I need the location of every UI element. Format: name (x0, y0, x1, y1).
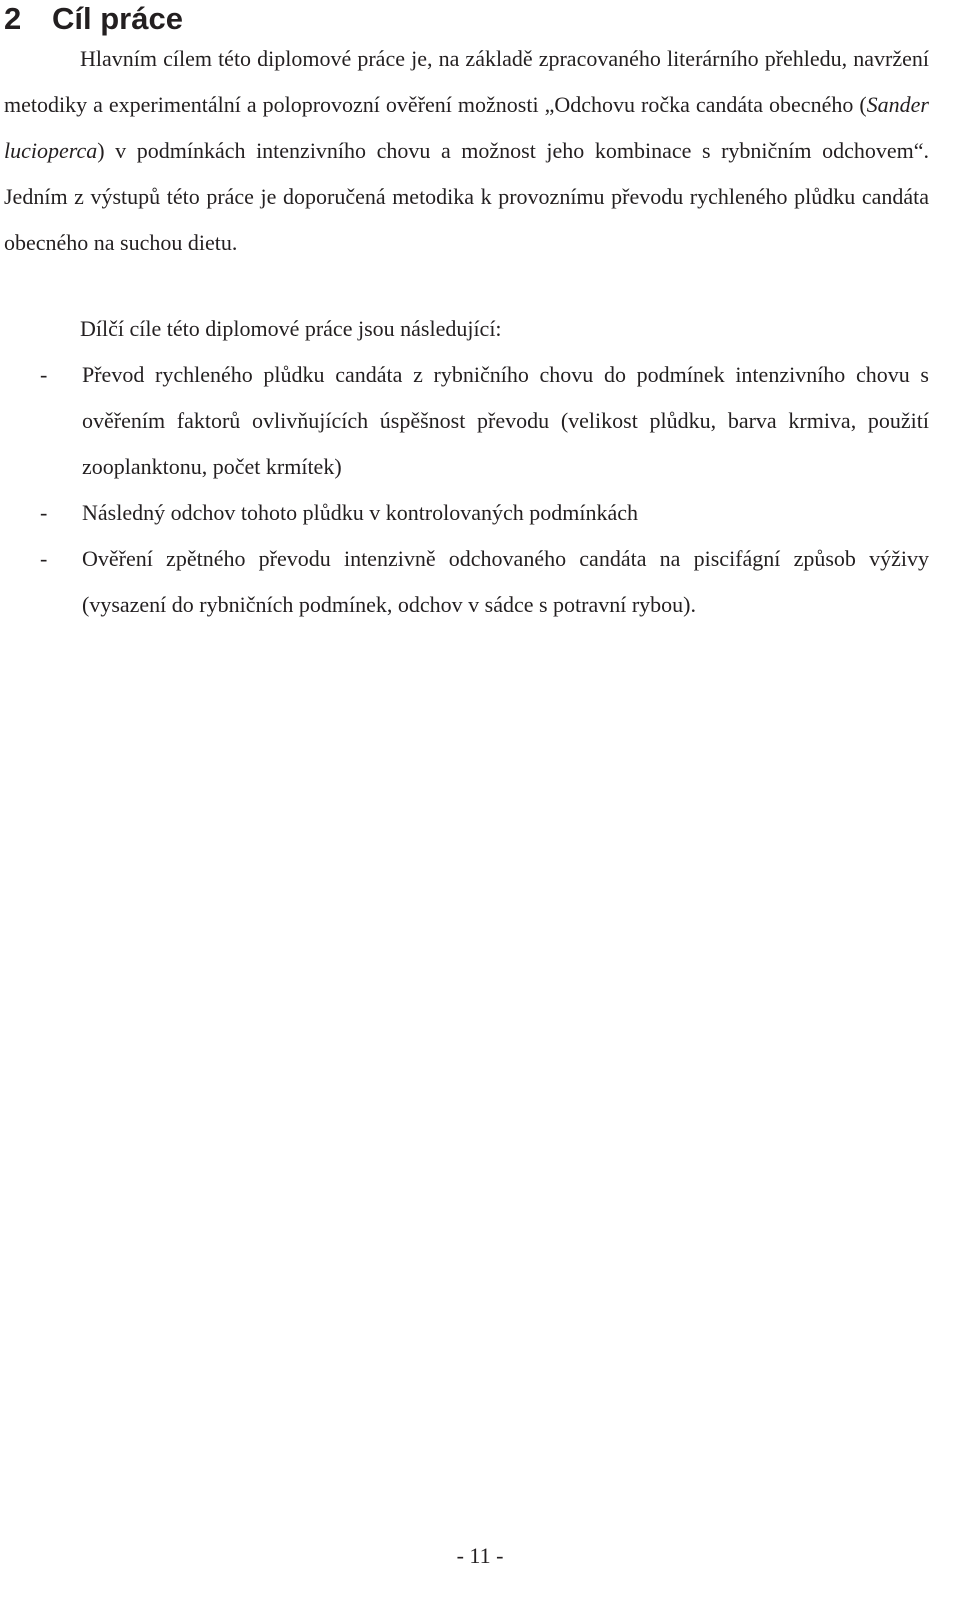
section-title: Cíl práce (52, 1, 183, 36)
goal-item-text: Ověření zpětného převodu intenzivně odchovaného candáta na piscifágní způsob výživy (vysazení do rybničních podmínek, odchov v sádce s potravní rybou). (82, 546, 929, 617)
species-latin-name: Sander lucioperca (4, 92, 929, 163)
intro-paragraph (4, 36, 929, 266)
dash-bullet: - (40, 500, 48, 525)
goals-list (4, 352, 929, 628)
page-number: - 11 - (456, 1543, 504, 1568)
section-heading (4, 0, 183, 38)
goal-item-text: Převod rychleného plůdku candáta z rybničního chovu do podmínek intenzivního chovu s ověřením faktorů ovlivňujících úspěšnost převodu (velikost plůdku, barva krmiva, použití zooplanktonu, počet krmítek) (82, 362, 929, 479)
goal-item-text: Následný odchov tohoto plůdku v kontrolovaných podmínkách (82, 500, 639, 525)
goal-item-1 (4, 352, 929, 490)
intro-text-end: ) v podmínkách intenzivního chovu a možnost jeho kombinace s rybničním odchovem“. Jedním z výstupů této práce je doporučená metodika k provoznímu převodu rychleného plůdku candáta obecného na suchou dietu. (4, 138, 929, 255)
section-number: 2 (4, 1, 22, 36)
intro-text-start: Hlavním cílem této diplomové práce je, na základě zpracovaného literárního přehledu, navržení metodiky a experimentální a poloprovozní ověření možnosti „Odchovu ročka candáta obecného ( (4, 46, 929, 117)
goal-item-2 (4, 490, 929, 536)
dash-bullet: - (40, 362, 48, 387)
goal-item-3 (4, 536, 929, 628)
goals-lead: Dílčí cíle této diplomové práce jsou následující: (80, 316, 502, 341)
dash-bullet: - (40, 546, 48, 571)
